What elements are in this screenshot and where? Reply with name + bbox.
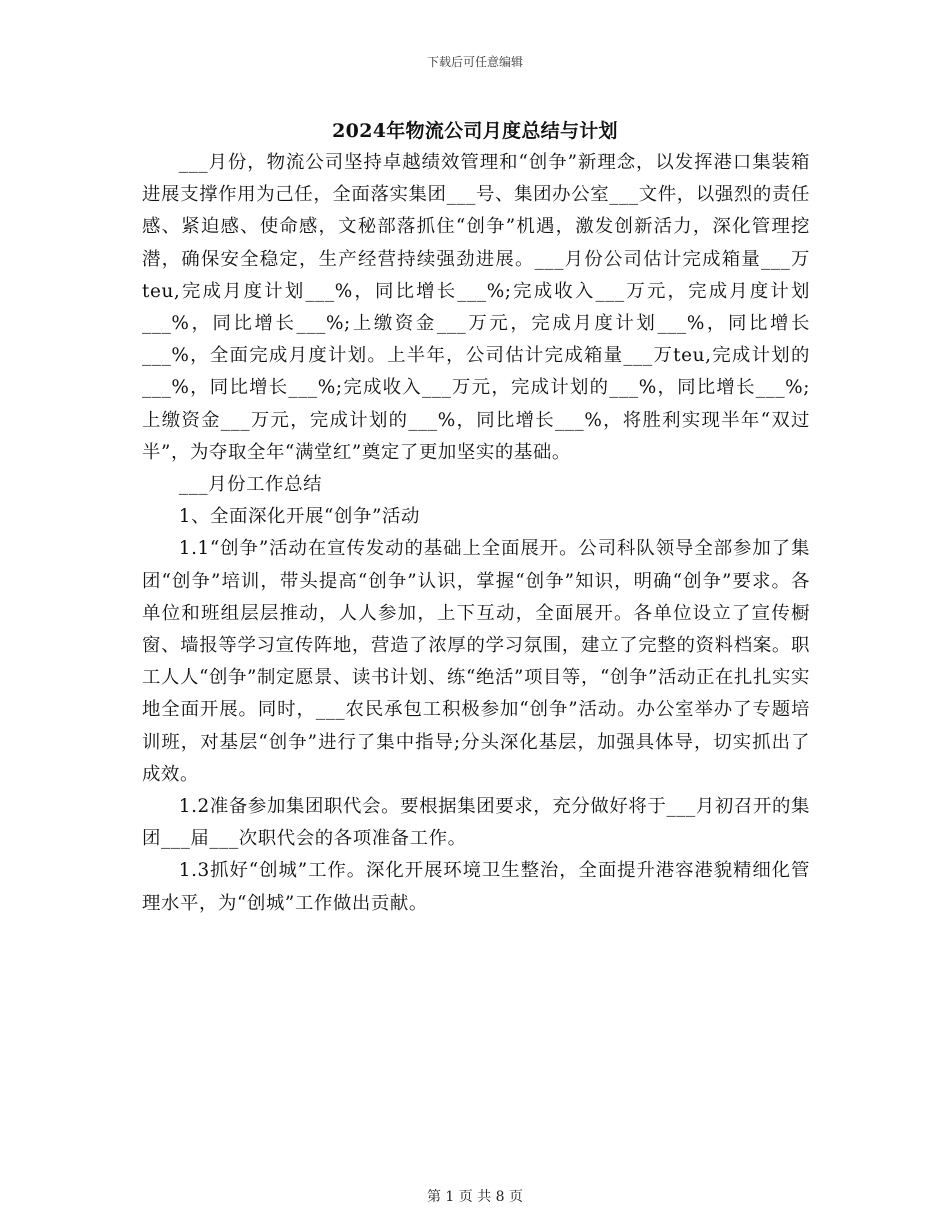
document-body <box>142 147 810 920</box>
paragraph-intro: ___月份，物流公司坚持卓越绩效管理和“创争”新理念，以发挥港口集装箱进展支撑作用为己任，全面落实集团___号、集团办公室___文件，以强烈的责任感、紧迫感、使命感，文秘部落抓住“创争”机遇，激发创新活力，深化管理挖潜，确保安全稳定，生产经营持续强劲进展。___月份公司估计完成箱量___万teu,完成月度计划___%，同比增长___%;完成收入___万元，完成月度计划___%，同比增长___%;上缴资金___万元，完成月度计划___%，同比增长___%，全面完成月度计划。上半年，公司估计完成箱量___万teu,完成计划的___%，同比增长___%;完成收入___万元，完成计划的___%，同比增长___%;上缴资金___万元，完成计划的___%，同比增长___%，将胜利实现半年“双过半”，为夺取全年“满堂红”奠定了更加坚实的基础。 <box>142 152 810 463</box>
page-header: 下载后可任意编辑 <box>426 55 523 69</box>
section-heading-monthly-summary: ___月份工作总结 <box>178 474 323 496</box>
paragraph-1-2: 1.2准备参加集团职代会。要根据集团要求，充分做好将于___月初召开的集团___届___次职代会的各项准备工作。 <box>142 796 810 850</box>
paragraph-1-3: 1.3抓好“创城”工作。深化开展环境卫生整治，全面提升港容港貌精细化管理水平，为“创城”工作做出贡献。 <box>142 860 810 914</box>
document-title: 2024年物流公司月度总结与计划 <box>332 120 618 142</box>
page-footer: 第 1 页 共 8 页 <box>426 1189 524 1205</box>
section-heading-1: 1、全面深化开展“创争”活动 <box>178 506 420 528</box>
paragraph-1-1: 1.1“创争”活动在宣传发动的基础上全面展开。公司科队领导全部参加了集团“创争”培训，带头提高“创争”认识，掌握“创争”知识，明确“创争”要求。各单位和班组层层推动，人人参加，上下互动，全面展开。各单位设立了宣传橱窗、墙报等学习宣传阵地，营造了浓厚的学习氛围，建立了完整的资料档案。职工人人“创争”制定愿景、读书计划、练“绝活”项目等，“创争”活动正在扎扎实实地全面开展。同时，___农民承包工积极参加“创争”活动。办公室举办了专题培训班，对基层“创争”进行了集中指导;分头深化基层，加强具体导，切实抓出了成效。 <box>142 538 810 785</box>
